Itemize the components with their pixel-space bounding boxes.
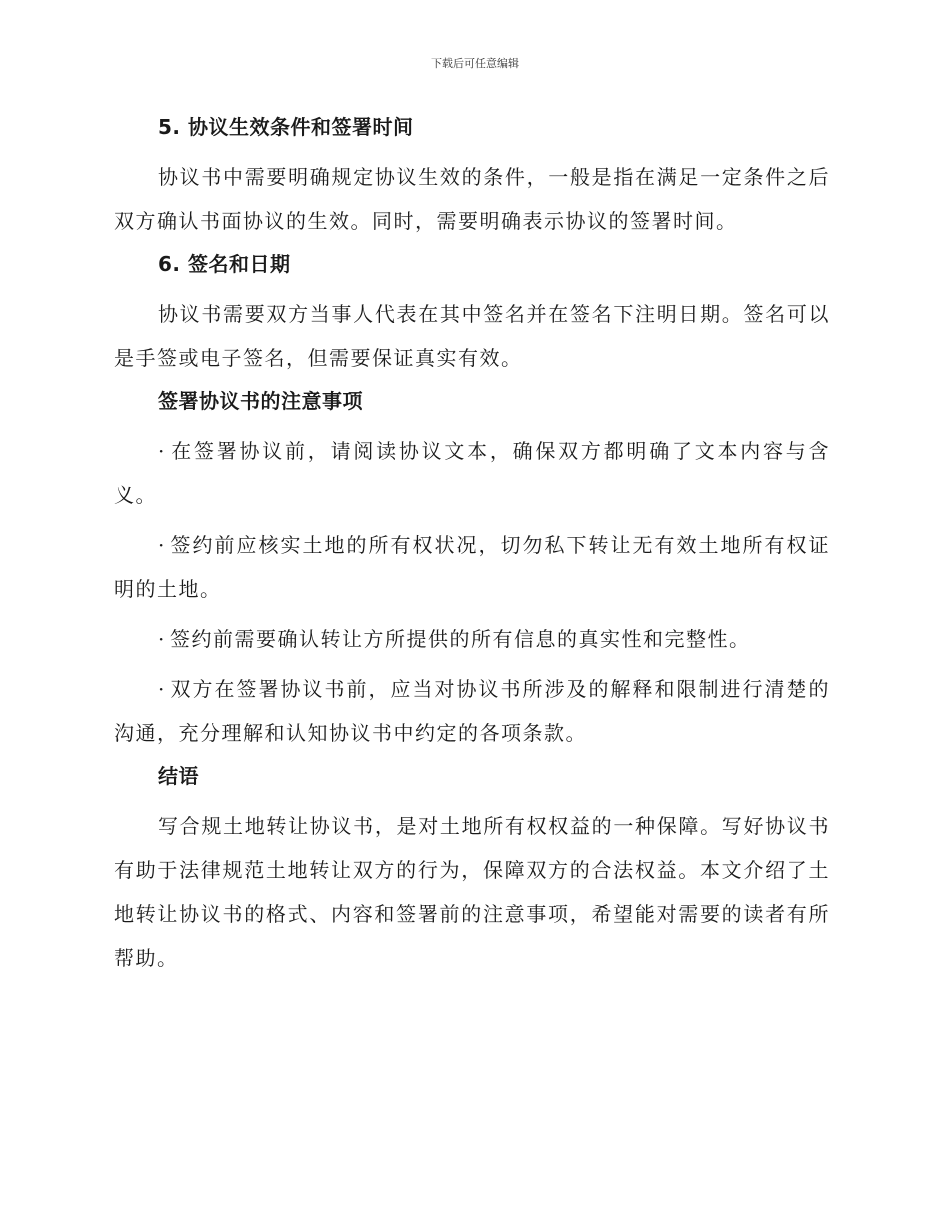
notes-item-text: 签约前需要确认转让方所提供的所有信息的真实性和完整性。 — [170, 627, 751, 651]
notes-item-3 — [114, 617, 830, 661]
section-6-paragraph: 协议书需要双方当事人代表在其中签名并在签名下注明日期。签名可以是手签或电子签名，但需要保证真实有效。 — [114, 302, 830, 370]
conclusion-paragraph: 写合规土地转让协议书，是对土地所有权权益的一种保障。写好协议书有助于法律规范土地转让双方的行为，保障双方的合法权益。本文介绍了土地转让协议书的格式、内容和签署前的注意事项，希望能对需要的读者有所帮助。 — [114, 814, 830, 970]
notes-heading: 签署协议书的注意事项 — [158, 389, 363, 413]
notes-item-text: 签约前应核实土地的所有权状况，切勿私下转让无有效土地所有权证明的土地。 — [114, 533, 830, 601]
notes-item-4 — [114, 667, 830, 755]
bullet-mark: · — [158, 533, 166, 557]
section-5-heading: 5. 协议生效条件和签署时间 — [158, 115, 414, 139]
notes-item-1 — [114, 429, 830, 517]
notes-item-2 — [114, 523, 830, 611]
document-content — [114, 112, 830, 986]
bullet-mark: · — [158, 627, 166, 651]
section-6-heading: 6. 签名和日期 — [158, 252, 291, 276]
bullet-mark: · — [158, 677, 166, 701]
header-note: 下载后可任意编辑 — [431, 57, 519, 70]
bullet-mark: · — [158, 439, 166, 463]
notes-item-text: 在签署协议前，请阅读协议文本，确保双方都明确了文本内容与含义。 — [114, 439, 830, 507]
conclusion-heading: 结语 — [158, 764, 199, 788]
notes-item-text: 双方在签署协议书前，应当对协议书所涉及的解释和限制进行清楚的沟通，充分理解和认知协议书中约定的各项条款。 — [114, 677, 830, 745]
section-5-paragraph: 协议书中需要明确规定协议生效的条件，一般是指在满足一定条件之后双方确认书面协议的生效。同时，需要明确表示协议的签署时间。 — [114, 165, 830, 233]
